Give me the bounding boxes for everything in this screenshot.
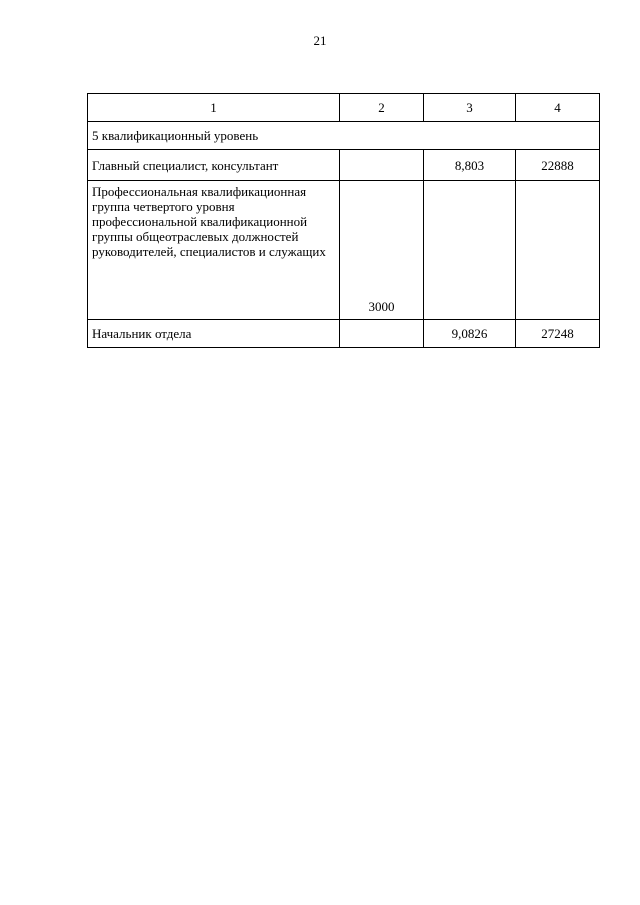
header-cell-4: 4 xyxy=(516,94,600,122)
cell-col4: 22888 xyxy=(516,150,600,181)
cell-col3 xyxy=(424,181,516,320)
table-row xyxy=(88,320,600,348)
cell-col2 xyxy=(340,150,424,181)
section-title: 5 квалификационный уровень xyxy=(88,122,600,150)
header-cell-3: 3 xyxy=(424,94,516,122)
salary-table xyxy=(87,93,600,348)
cell-col4 xyxy=(516,181,600,320)
table-row xyxy=(88,181,600,320)
position-name: Начальник отдела xyxy=(88,320,340,348)
position-name: Главный специалист, консультант xyxy=(88,150,340,181)
cell-col3: 8,803 xyxy=(424,150,516,181)
cell-col4: 27248 xyxy=(516,320,600,348)
cell-col2: 3000 xyxy=(340,181,424,320)
table-row xyxy=(88,150,600,181)
position-name: Профессиональная квалификационная группа четвертого уровня профессиональной квалификационной группы общеотраслевых должностей руководителей, специалистов и служащих xyxy=(88,181,340,320)
header-cell-2: 2 xyxy=(340,94,424,122)
header-cell-1: 1 xyxy=(88,94,340,122)
section-row xyxy=(88,122,600,150)
table-header-row xyxy=(88,94,600,122)
page-number: 21 xyxy=(313,33,327,48)
cell-col3: 9,0826 xyxy=(424,320,516,348)
cell-col2 xyxy=(340,320,424,348)
